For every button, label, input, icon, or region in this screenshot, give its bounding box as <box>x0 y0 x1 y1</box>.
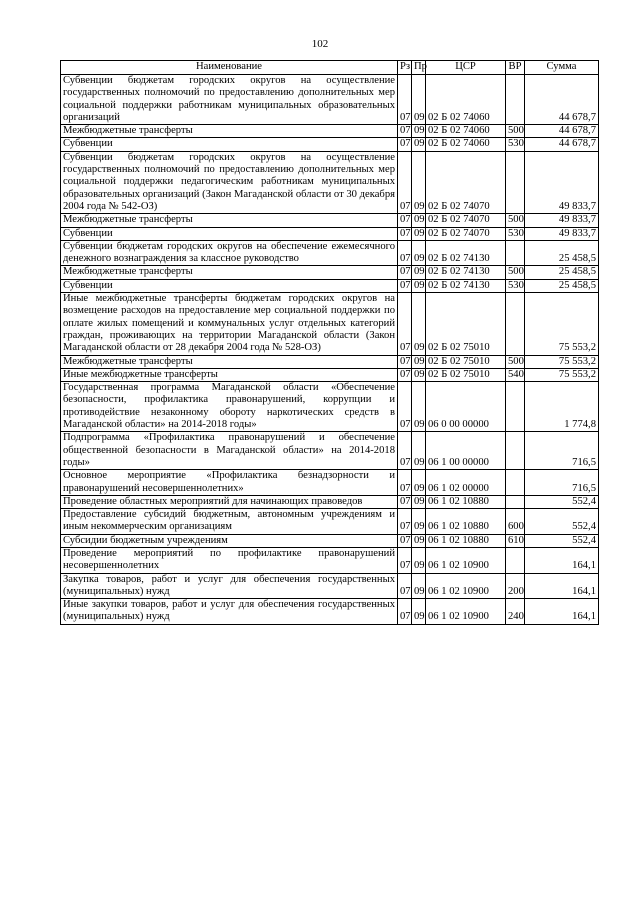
row-pr: 09 <box>412 573 426 599</box>
row-vr: 240 <box>506 599 525 625</box>
row-vr <box>506 547 525 573</box>
row-sum: 552,4 <box>525 495 599 508</box>
row-csr: 06 1 02 10880 <box>426 534 506 547</box>
row-vr: 600 <box>506 509 525 535</box>
row-name: Иные межбюджетные трансферты <box>61 368 398 381</box>
row-sum: 44 678,7 <box>525 138 599 151</box>
row-csr: 02 Б 02 74060 <box>426 75 506 125</box>
row-sum: 164,1 <box>525 599 599 625</box>
row-csr: 06 1 02 10900 <box>426 573 506 599</box>
row-pr: 09 <box>412 138 426 151</box>
row-name: Субвенции бюджетам городских округов на осуществление государственных полномочий по предоставлению дополнительных мер социальной поддержки работникам муниципальных образовательных организаций <box>61 75 398 125</box>
row-csr: 02 Б 02 74130 <box>426 240 506 266</box>
row-rz: 07 <box>398 432 412 470</box>
table-row <box>61 495 599 508</box>
row-vr: 200 <box>506 573 525 599</box>
row-sum: 44 678,7 <box>525 75 599 125</box>
row-vr <box>506 382 525 432</box>
row-name: Субвенции бюджетам городских округов на осуществление государственных полномочий по предоставлению дополнительных мер социальной поддержки педагогическим работникам муниципальных образовательных организаций (Закон Магаданской области от 30 декабря 2004 года № 542-ОЗ) <box>61 151 398 213</box>
row-vr <box>506 293 525 355</box>
row-sum: 25 458,5 <box>525 266 599 279</box>
row-rz: 07 <box>398 599 412 625</box>
table-row <box>61 279 599 292</box>
row-sum: 25 458,5 <box>525 240 599 266</box>
row-vr <box>506 470 525 496</box>
row-csr: 06 1 02 10900 <box>426 547 506 573</box>
row-csr: 02 Б 02 74060 <box>426 138 506 151</box>
row-rz: 07 <box>398 355 412 368</box>
row-csr: 02 Б 02 74130 <box>426 266 506 279</box>
row-pr: 09 <box>412 382 426 432</box>
row-csr: 02 Б 02 74070 <box>426 227 506 240</box>
row-csr: 02 Б 02 74070 <box>426 151 506 213</box>
row-sum: 75 553,2 <box>525 355 599 368</box>
row-csr: 06 1 02 10900 <box>426 599 506 625</box>
row-vr: 530 <box>506 227 525 240</box>
row-rz: 07 <box>398 534 412 547</box>
row-pr: 09 <box>412 534 426 547</box>
row-pr: 09 <box>412 547 426 573</box>
row-csr: 02 Б 02 74060 <box>426 125 506 138</box>
row-sum: 49 833,7 <box>525 151 599 213</box>
header-csr: ЦСР <box>426 61 506 75</box>
row-name: Иные межбюджетные трансферты бюджетам городских округов на возмещение расходов на предоставление мер социальной поддержки по оплате жилых помещений и коммунальных услуг отдельных категорий граждан, проживающих на территории Магаданской области (Закон Магаданской области от 28 декабря 2004 года № 528-ОЗ) <box>61 293 398 355</box>
row-rz: 07 <box>398 547 412 573</box>
row-rz: 07 <box>398 227 412 240</box>
header-vr: ВР <box>506 61 525 75</box>
row-rz: 07 <box>398 573 412 599</box>
row-pr: 09 <box>412 599 426 625</box>
row-vr <box>506 432 525 470</box>
row-vr: 540 <box>506 368 525 381</box>
row-csr: 02 Б 02 75010 <box>426 355 506 368</box>
table-row <box>61 432 599 470</box>
row-name: Субвенции <box>61 138 398 151</box>
table-row <box>61 368 599 381</box>
row-name: Межбюджетные трансферты <box>61 355 398 368</box>
row-csr: 06 0 00 00000 <box>426 382 506 432</box>
row-pr: 09 <box>412 75 426 125</box>
table-row <box>61 470 599 496</box>
row-sum: 552,4 <box>525 534 599 547</box>
row-csr: 06 1 02 00000 <box>426 470 506 496</box>
header-name: Наименование <box>61 61 398 75</box>
row-sum: 75 553,2 <box>525 293 599 355</box>
row-vr: 530 <box>506 279 525 292</box>
row-rz: 07 <box>398 495 412 508</box>
row-name: Субвенции <box>61 279 398 292</box>
row-vr <box>506 240 525 266</box>
row-pr: 09 <box>412 293 426 355</box>
table-row <box>61 509 599 535</box>
row-csr: 02 Б 02 75010 <box>426 293 506 355</box>
row-sum: 552,4 <box>525 509 599 535</box>
row-rz: 07 <box>398 279 412 292</box>
row-sum: 1 774,8 <box>525 382 599 432</box>
row-csr: 02 Б 02 74130 <box>426 279 506 292</box>
row-rz: 07 <box>398 470 412 496</box>
row-pr: 09 <box>412 470 426 496</box>
row-vr <box>506 495 525 508</box>
row-name: Межбюджетные трансферты <box>61 214 398 227</box>
row-rz: 07 <box>398 240 412 266</box>
row-name: Государственная программа Магаданской области «Обеспечение безопасности, профилактика правонарушений, коррупции и противодействие незаконному обороту наркотических средств в Магаданской области» на 2014-2018 годы» <box>61 382 398 432</box>
row-rz: 07 <box>398 382 412 432</box>
row-pr: 09 <box>412 266 426 279</box>
row-sum: 716,5 <box>525 470 599 496</box>
row-vr: 500 <box>506 355 525 368</box>
row-name: Иные закупки товаров, работ и услуг для обеспечения государственных (муниципальных) нужд <box>61 599 398 625</box>
row-name: Межбюджетные трансферты <box>61 266 398 279</box>
row-rz: 07 <box>398 151 412 213</box>
header-rz: Рз <box>398 61 412 75</box>
row-name: Предоставление субсидий бюджетным, автономным учреждениям и иным некоммерческим организациям <box>61 509 398 535</box>
row-sum: 164,1 <box>525 573 599 599</box>
table-row <box>61 382 599 432</box>
row-pr: 09 <box>412 151 426 213</box>
row-rz: 07 <box>398 368 412 381</box>
row-vr: 500 <box>506 214 525 227</box>
row-sum: 75 553,2 <box>525 368 599 381</box>
row-name: Субвенции бюджетам городских округов на обеспечение ежемесячного денежного вознаграждения за классное руководство <box>61 240 398 266</box>
table-row <box>61 214 599 227</box>
table-row <box>61 138 599 151</box>
table-body <box>61 75 599 625</box>
row-sum: 49 833,7 <box>525 227 599 240</box>
row-rz: 07 <box>398 266 412 279</box>
row-rz: 07 <box>398 293 412 355</box>
row-sum: 49 833,7 <box>525 214 599 227</box>
row-name: Проведение областных мероприятий для начинающих правоведов <box>61 495 398 508</box>
row-pr: 09 <box>412 495 426 508</box>
row-pr: 09 <box>412 240 426 266</box>
row-pr: 09 <box>412 432 426 470</box>
row-vr: 610 <box>506 534 525 547</box>
table-row <box>61 240 599 266</box>
row-name: Основное мероприятие «Профилактика безнадзорности и правонарушений несовершеннолетних» <box>61 470 398 496</box>
row-sum: 164,1 <box>525 547 599 573</box>
row-csr: 06 1 02 10880 <box>426 495 506 508</box>
row-pr: 09 <box>412 509 426 535</box>
table-row <box>61 227 599 240</box>
row-rz: 07 <box>398 75 412 125</box>
table-row <box>61 355 599 368</box>
row-vr: 500 <box>506 266 525 279</box>
table-row <box>61 151 599 213</box>
row-csr: 06 1 02 10880 <box>426 509 506 535</box>
row-name: Закупка товаров, работ и услуг для обеспечения государственных (муниципальных) нужд <box>61 573 398 599</box>
table-row <box>61 75 599 125</box>
table-row <box>61 599 599 625</box>
row-sum: 44 678,7 <box>525 125 599 138</box>
row-rz: 07 <box>398 214 412 227</box>
row-csr: 02 Б 02 75010 <box>426 368 506 381</box>
budget-table <box>60 60 599 625</box>
row-name: Межбюджетные трансферты <box>61 125 398 138</box>
row-csr: 02 Б 02 74070 <box>426 214 506 227</box>
row-pr: 09 <box>412 125 426 138</box>
row-vr: 500 <box>506 125 525 138</box>
row-rz: 07 <box>398 125 412 138</box>
row-name: Подпрограмма «Профилактика правонарушений и обеспечение общественной безопасности в Магаданской области» на 2014-2018 годы» <box>61 432 398 470</box>
table-header-row <box>61 61 599 75</box>
row-sum: 25 458,5 <box>525 279 599 292</box>
row-vr <box>506 75 525 125</box>
row-vr <box>506 151 525 213</box>
row-name: Проведение мероприятий по профилактике правонарушений несовершеннолетних <box>61 547 398 573</box>
row-sum: 716,5 <box>525 432 599 470</box>
table-row <box>61 293 599 355</box>
header-pr: Пр <box>412 61 426 75</box>
row-rz: 07 <box>398 138 412 151</box>
row-csr: 06 1 00 00000 <box>426 432 506 470</box>
row-pr: 09 <box>412 279 426 292</box>
row-pr: 09 <box>412 227 426 240</box>
row-name: Субвенции <box>61 227 398 240</box>
row-name: Субсидии бюджетным учреждениям <box>61 534 398 547</box>
table-row <box>61 547 599 573</box>
table-row <box>61 125 599 138</box>
row-pr: 09 <box>412 355 426 368</box>
table-row <box>61 573 599 599</box>
row-pr: 09 <box>412 368 426 381</box>
page-number: 102 <box>311 38 329 50</box>
row-vr: 530 <box>506 138 525 151</box>
row-rz: 07 <box>398 509 412 535</box>
header-sum: Сумма <box>525 61 599 75</box>
row-pr: 09 <box>412 214 426 227</box>
table-row <box>61 534 599 547</box>
table-row <box>61 266 599 279</box>
